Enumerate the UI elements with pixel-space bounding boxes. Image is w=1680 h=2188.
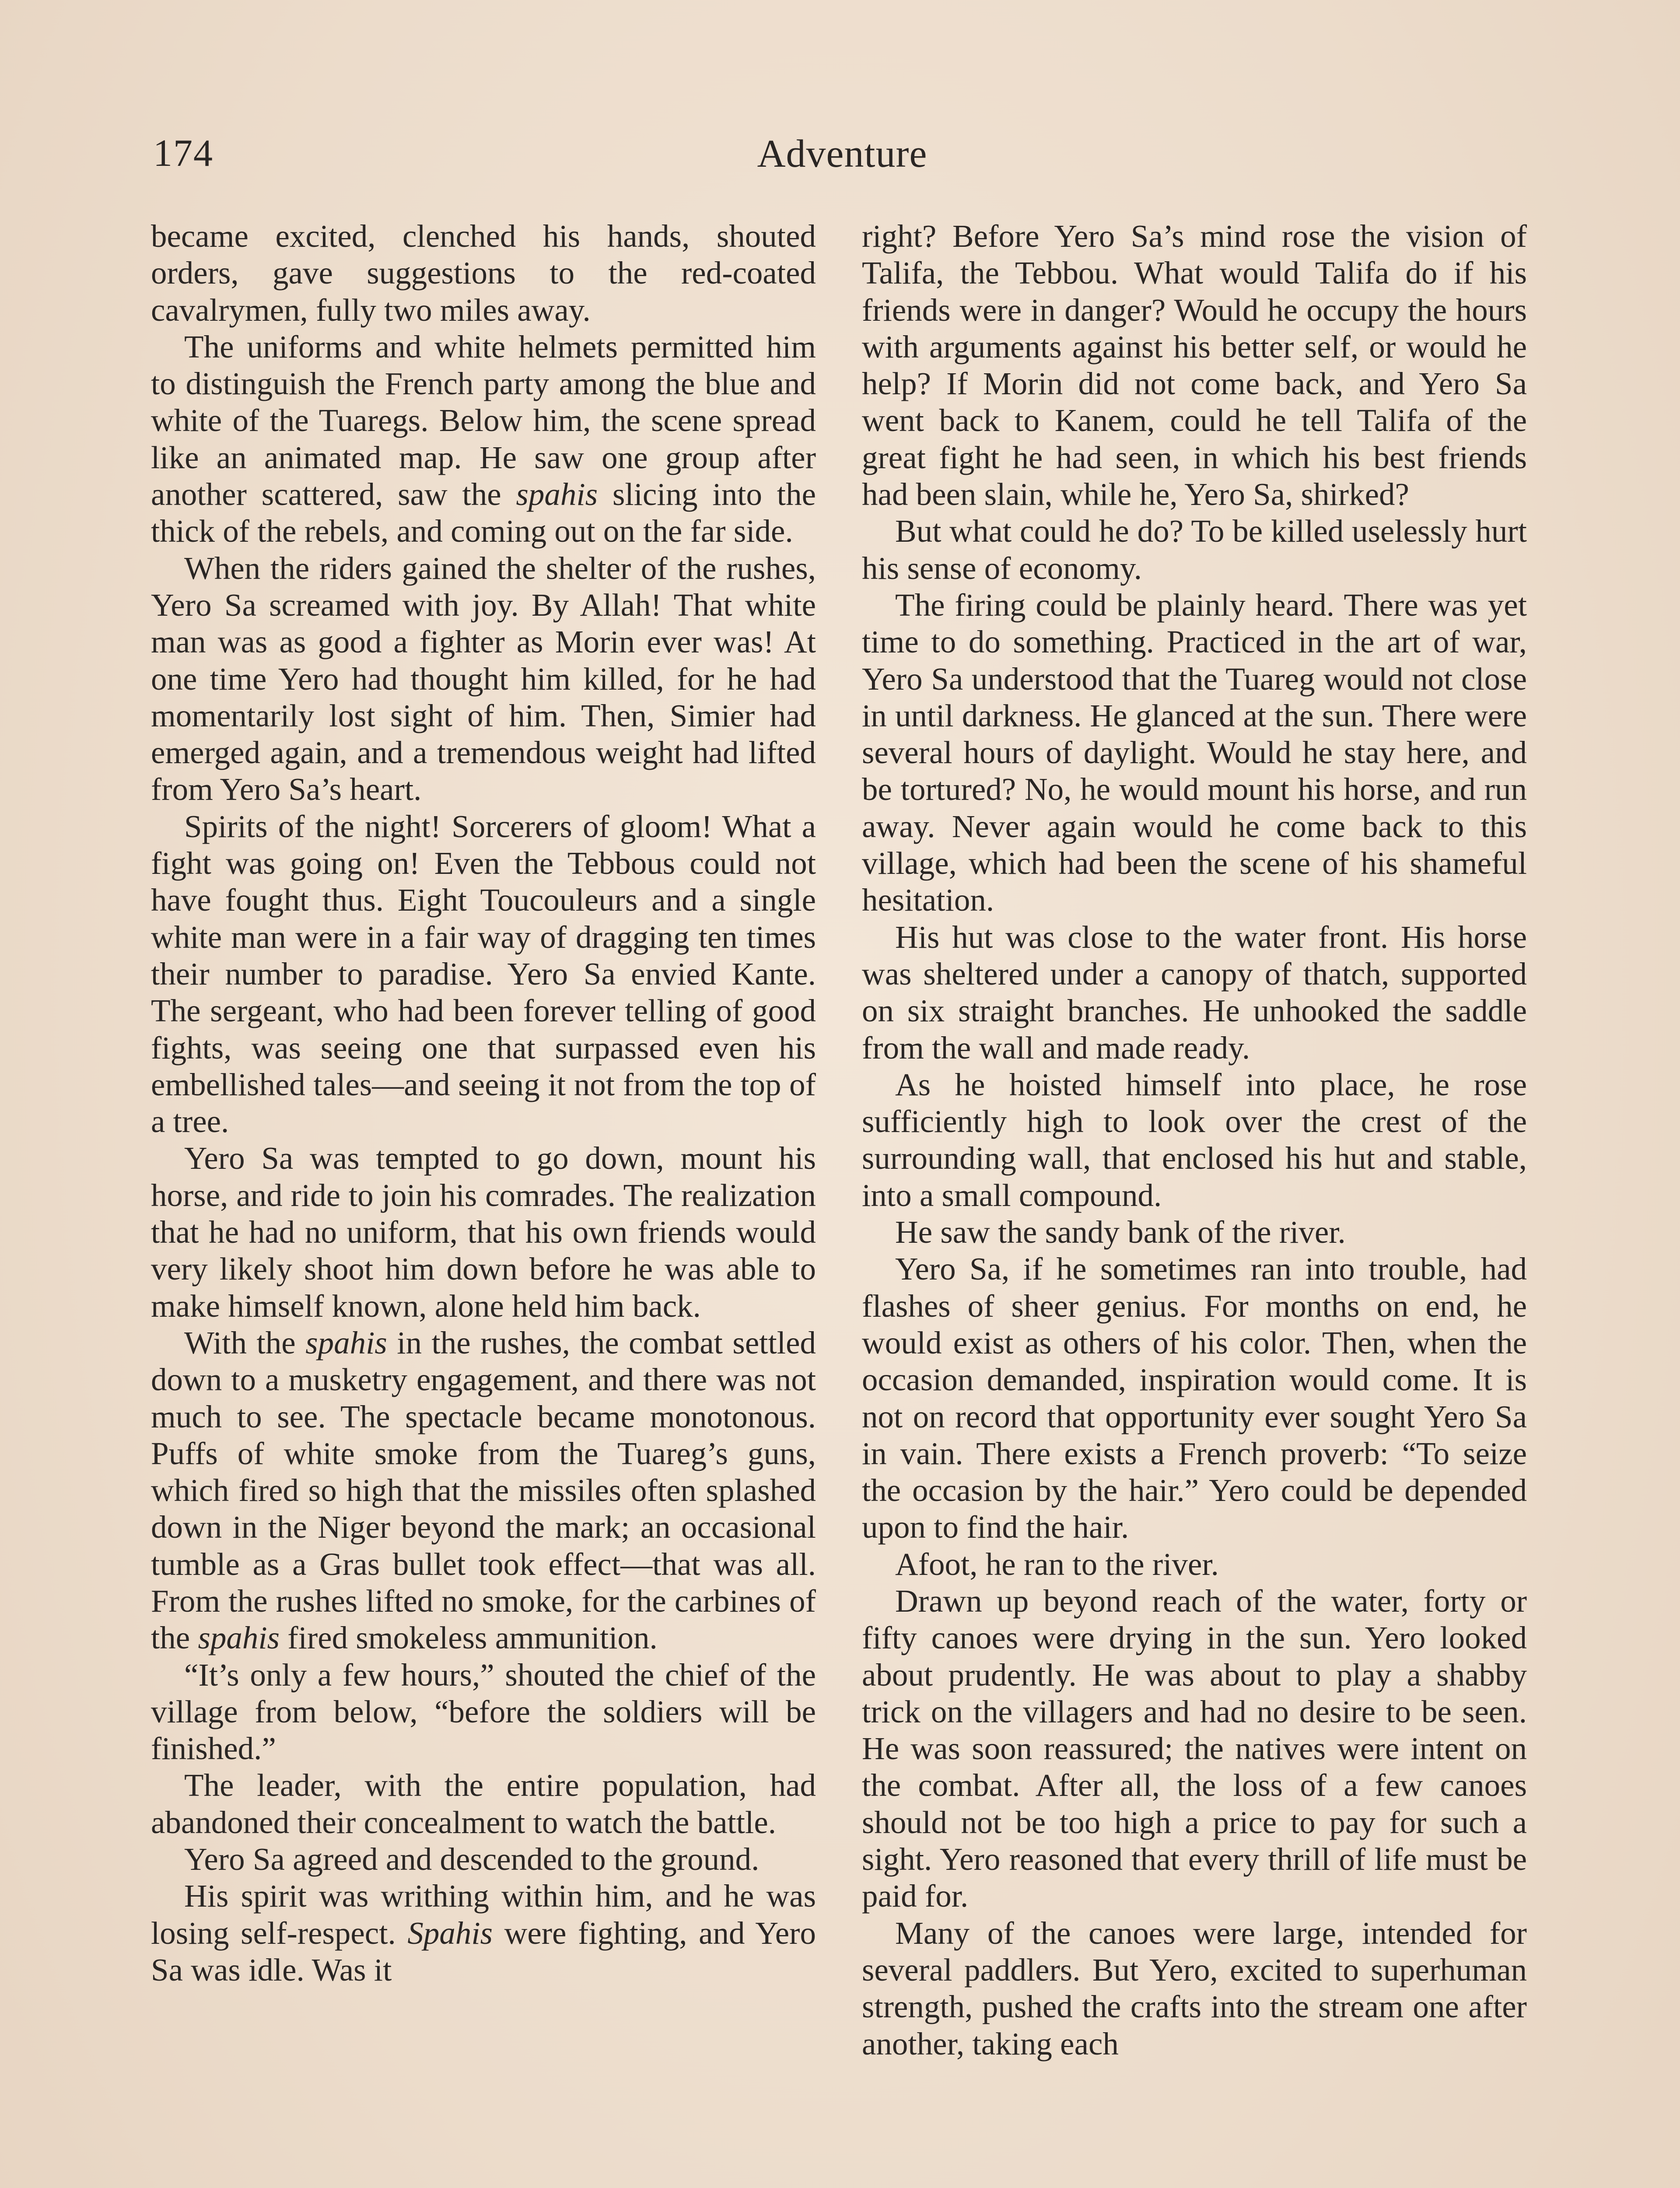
- paragraph: His spirit was writhing within him, and he was losing self-respect. Spahis were fighting, and Yero Sa was idle. Was it: [151, 1878, 816, 1988]
- right-column: [862, 218, 1527, 2188]
- page-number: 174: [153, 132, 214, 175]
- page-header: [153, 127, 1531, 188]
- paragraph: As he hoisted himself into place, he rose sufficiently high to look over the crest of the surrounding wall, that enclosed his hut and stable, into a small compound.: [862, 1066, 1527, 1213]
- paragraph: “It’s only a few hours,” shouted the chief of the village from below, “before the soldiers will be finished.”: [151, 1657, 816, 1767]
- paragraph: The uniforms and white helmets permitted him to distinguish the French party among the blue and white of the Tuaregs. Below him, the scene spread like an animated map. He saw one group after another scattered, saw the spahis slicing into the thick of the rebels, and coming out on the far side.: [151, 329, 816, 549]
- paragraph: right? Before Yero Sa’s mind rose the vision of Talifa, the Tebbou. What would Talifa do if his friends were in danger? Would he occupy the hours with arguments against his better self, or would he help? If Morin did not come back, and Yero Sa went back to Kanem, could he tell Talifa of the great fight he had seen, in which his best friends had been slain, while he, Yero Sa, shirked?: [862, 218, 1527, 512]
- paragraph: He saw the sandy bank of the river.: [895, 1214, 1346, 1250]
- paragraph: When the riders gained the shelter of the rushes, Yero Sa screamed with joy. By Allah! That white man was as good a fighter as Morin ever was! At one time Yero had thought him killed, for he had momentarily lost sight of him. Then, Simier had emerged again, and a tremendous weight had lifted from Yero Sa’s heart.: [151, 550, 816, 807]
- paragraph: Afoot, he ran to the river.: [895, 1546, 1219, 1582]
- paragraph: The firing could be plainly heard. There was yet time to do something. Practiced in the art of war, Yero Sa understood that the Tuareg would not close in until darkness. He glanced at the sun. There were several hours of daylight. Would he stay here, and be tortured? No, he would mount his horse, and run away. Never again would he come back to this village, which had been the scene of his shameful hesitation.: [862, 587, 1527, 918]
- running-title: Adventure: [757, 132, 928, 175]
- paragraph: Spirits of the night! Sorcerers of gloom! What a fight was going on! Even the Tebbous could not have fought thus. Eight Toucouleurs and a single white man were in a fair way of dragging ten times their number to paradise. Yero Sa envied Kante. The sergeant, who had been forever telling of good fights, was seeing one that surpassed even his embellished tales—and seeing it not from the top of a tree.: [151, 808, 816, 1140]
- paragraph: Yero Sa agreed and descended to the ground.: [184, 1841, 760, 1877]
- paragraph: With the spahis in the rushes, the combat settled down to a musketry engagement, and there was not much to see. The spectacle became monotonous. Puffs of white smoke from the Tuareg’s guns, which fired so high that the missiles often splashed down in the Niger beyond the mark; an occasional tumble as a Gras bullet took effect—that was all. From the rushes lifted no smoke, for the carbines of the spahis fired smokeless ammunition.: [151, 1325, 816, 1656]
- paragraph: Yero Sa, if he sometimes ran into trouble, had flashes of sheer genius. For months on end, he would exist as others of his color. Then, when the occasion demanded, inspiration would come. It is not on record that opportunity ever sought Yero Sa in vain. There exists a French proverb: “To seize the occasion by the hair.” Yero could be depended upon to find the hair.: [862, 1251, 1527, 1545]
- paragraph: His hut was close to the water front. His horse was sheltered under a canopy of thatch, supported on six straight branches. He unhooked the saddle from the wall and made ready.: [862, 919, 1527, 1066]
- left-column: [151, 218, 816, 2188]
- paragraph: The leader, with the entire population, had abandoned their concealment to watch the battle.: [151, 1767, 816, 1840]
- paragraph: became excited, clenched his hands, shouted orders, gave suggestions to the red-coated cavalrymen, fully two miles away.: [151, 218, 816, 328]
- paragraph: But what could he do? To be killed uselessly hurt his sense of economy.: [862, 513, 1527, 586]
- paragraph: Yero Sa was tempted to go down, mount his horse, and ride to join his comrades. The realization that he had no uniform, that his own friends would very likely shoot him down before he was able to make himself known, alone held him back.: [151, 1140, 816, 1324]
- paragraph: Many of the canoes were large, intended for several paddlers. But Yero, excited to superhuman strength, pushed the crafts into the stream one after another, taking each: [862, 1915, 1527, 2062]
- paragraph: Drawn up beyond reach of the water, forty or fifty canoes were drying in the sun. Yero looked about prudently. He was about to play a shabby trick on the villagers and had no desire to be seen. He was soon reassured; the natives were intent on the combat. After all, the loss of a few canoes should not be too high a price to pay for such a sight. Yero reasoned that every thrill of life must be paid for.: [862, 1583, 1527, 1914]
